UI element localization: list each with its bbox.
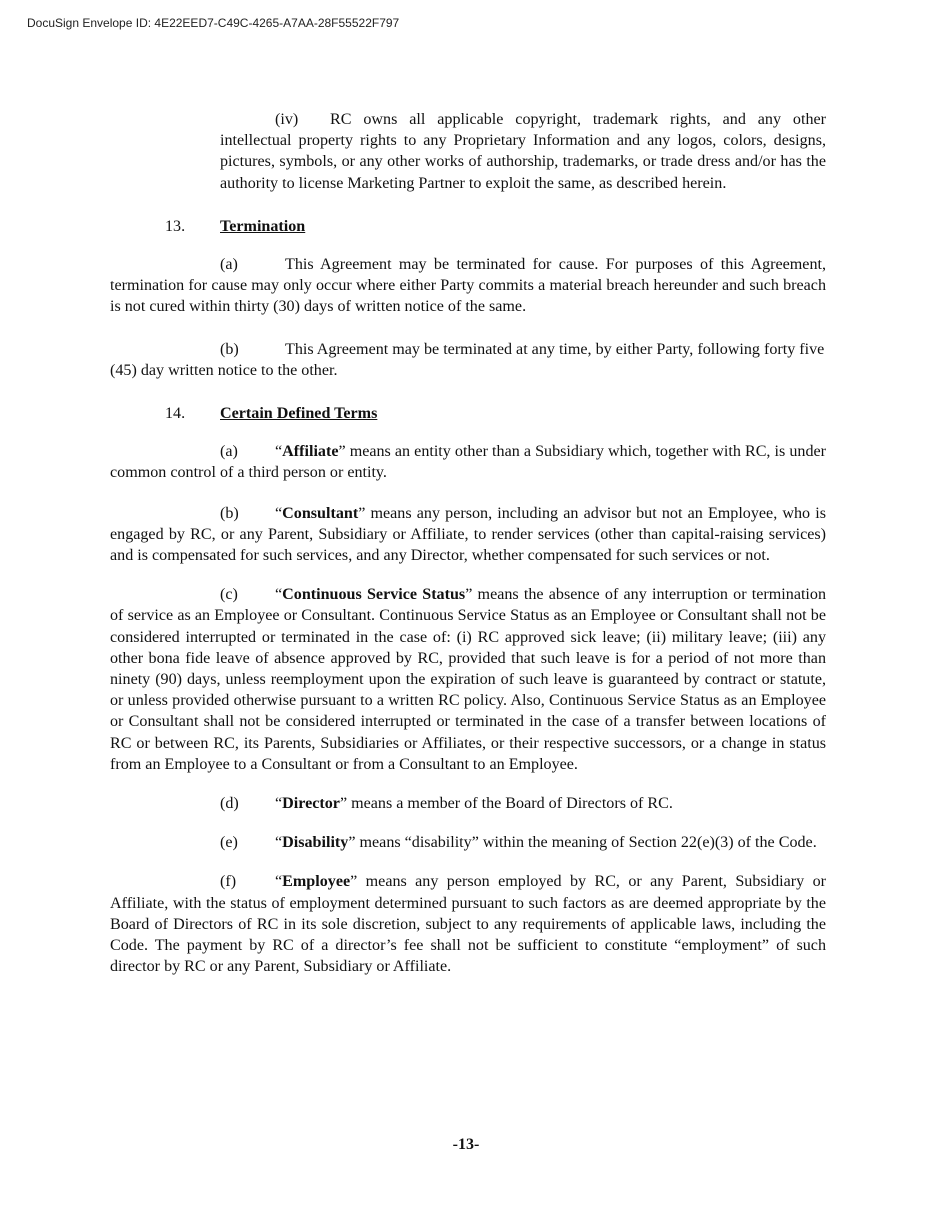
definition-affiliate-text: ” means an entity other than a Subsidiary which, together with RC, is under common control of a third person or entity. xyxy=(110,443,826,482)
definition-director xyxy=(110,793,826,814)
definition-consultant-text: ” means any person, including an advisor but not an Employee, who is engaged by RC, or any Parent, Subsidiary or Affiliate, to render services (other than capital-raising services) and is compensated for such services, and any Director, whether compensated for such services or not. xyxy=(110,504,826,565)
definition-css-marker: (c) xyxy=(220,586,238,604)
envelope-id-header: DocuSign Envelope ID: 4E22EED7-C49C-4265-A7AA-28F55522F797 xyxy=(27,16,400,30)
definition-disability xyxy=(110,832,826,853)
section-13-heading xyxy=(165,216,826,237)
clause-13b-marker: (b) xyxy=(220,340,239,358)
open-quote: “ xyxy=(275,504,283,522)
open-quote: “ xyxy=(275,834,283,852)
term-director: Director xyxy=(282,795,340,813)
definition-disability-text: ” means “disability” within the meaning of Section 22(e)(3) of the Code. xyxy=(348,834,817,852)
clause-iv xyxy=(220,109,826,194)
definition-employee-marker: (f) xyxy=(220,873,237,891)
section-14-number: 14. xyxy=(165,405,186,423)
section-14-title: Certain Defined Terms xyxy=(220,405,378,423)
definition-employee-text: ” means any person employed by RC, or any Parent, Subsidiary or Affiliate, with the status of employment determined pursuant to such factors as are deemed appropriate by the Board of Directors of RC in its sole discretion, subject to any requirements of applicable laws, including the Code. The payment by RC of a director’s fee shall not be sufficient to constitute “employment” of such director by RC or any Parent, Subsidiary or Affiliate. xyxy=(110,873,826,976)
definition-consultant-marker: (b) xyxy=(220,504,239,522)
definition-affiliate-marker: (a) xyxy=(220,443,238,461)
section-13-title: Termination xyxy=(220,217,306,235)
term-affiliate: Affiliate xyxy=(282,443,339,461)
term-consultant: Consultant xyxy=(282,504,359,522)
section-14-heading xyxy=(165,403,826,424)
open-quote: “ xyxy=(275,443,283,461)
definition-continuous-service-status xyxy=(110,584,826,775)
clause-13b-text: This Agreement may be terminated at any time, by either Party, following forty five (45) day written notice to the other. xyxy=(110,340,825,379)
open-quote: “ xyxy=(275,873,283,891)
definition-consultant xyxy=(110,503,826,567)
definition-director-marker: (d) xyxy=(220,795,239,813)
clause-13a-text: This Agreement may be terminated for cause. For purposes of this Agreement, termination for cause may only occur where either Party commits a material breach hereunder and such breach is not cured within thirty (30) days of written notice of the same. xyxy=(110,256,826,316)
clause-13a xyxy=(110,254,826,318)
open-quote: “ xyxy=(275,795,283,813)
document-body xyxy=(110,109,826,978)
open-quote: “ xyxy=(275,586,283,604)
definition-director-text: ” means a member of the Board of Directors of RC. xyxy=(339,795,673,813)
clause-iv-marker: (iv) xyxy=(275,111,299,128)
clause-13a-marker: (a) xyxy=(220,256,238,274)
definition-employee xyxy=(110,871,826,977)
section-13-number: 13. xyxy=(165,217,186,235)
definition-disability-marker: (e) xyxy=(220,834,238,852)
clause-iv-text: RC owns all applicable copyright, trademark rights, and any other intellectual property rights to any Proprietary Information and any logos, colors, designs, pictures, symbols, or any other works of authorship, trademarks, or trade dress and/or has the authority to license Marketing Partner to exploit the same, as described herein. xyxy=(220,111,826,192)
page-number: -13- xyxy=(452,1136,480,1153)
clause-13b xyxy=(110,339,826,381)
definition-css-text: ” means the absence of any interruption or termination of service as an Employee or Consultant. Continuous Service Status as an Employee or Consultant shall not be considered interrupted or terminated in the case of: (i) RC approved sick leave; (ii) military leave; (iii) any other bona fide leave of absence approved by RC, provided that such leave is for a period of not more than ninety (90) days, unless reemployment upon the expiration of such leave is guaranteed by contract or statute, or unless provided otherwise pursuant to a written RC policy. Also, Continuous Service Status as an Employee or Consultant shall not be considered interrupted or terminated in the case of a transfer between locations of RC or between RC, its Parents, Subsidiaries or Affiliates, or their respective successors, or a change in status from an Employee to a Consultant or from a Consultant to an Employee. xyxy=(110,586,826,773)
term-continuous-service-status: Continuous Service Status xyxy=(282,586,466,604)
definition-affiliate xyxy=(110,441,826,483)
term-disability: Disability xyxy=(282,834,349,852)
term-employee: Employee xyxy=(282,873,351,891)
